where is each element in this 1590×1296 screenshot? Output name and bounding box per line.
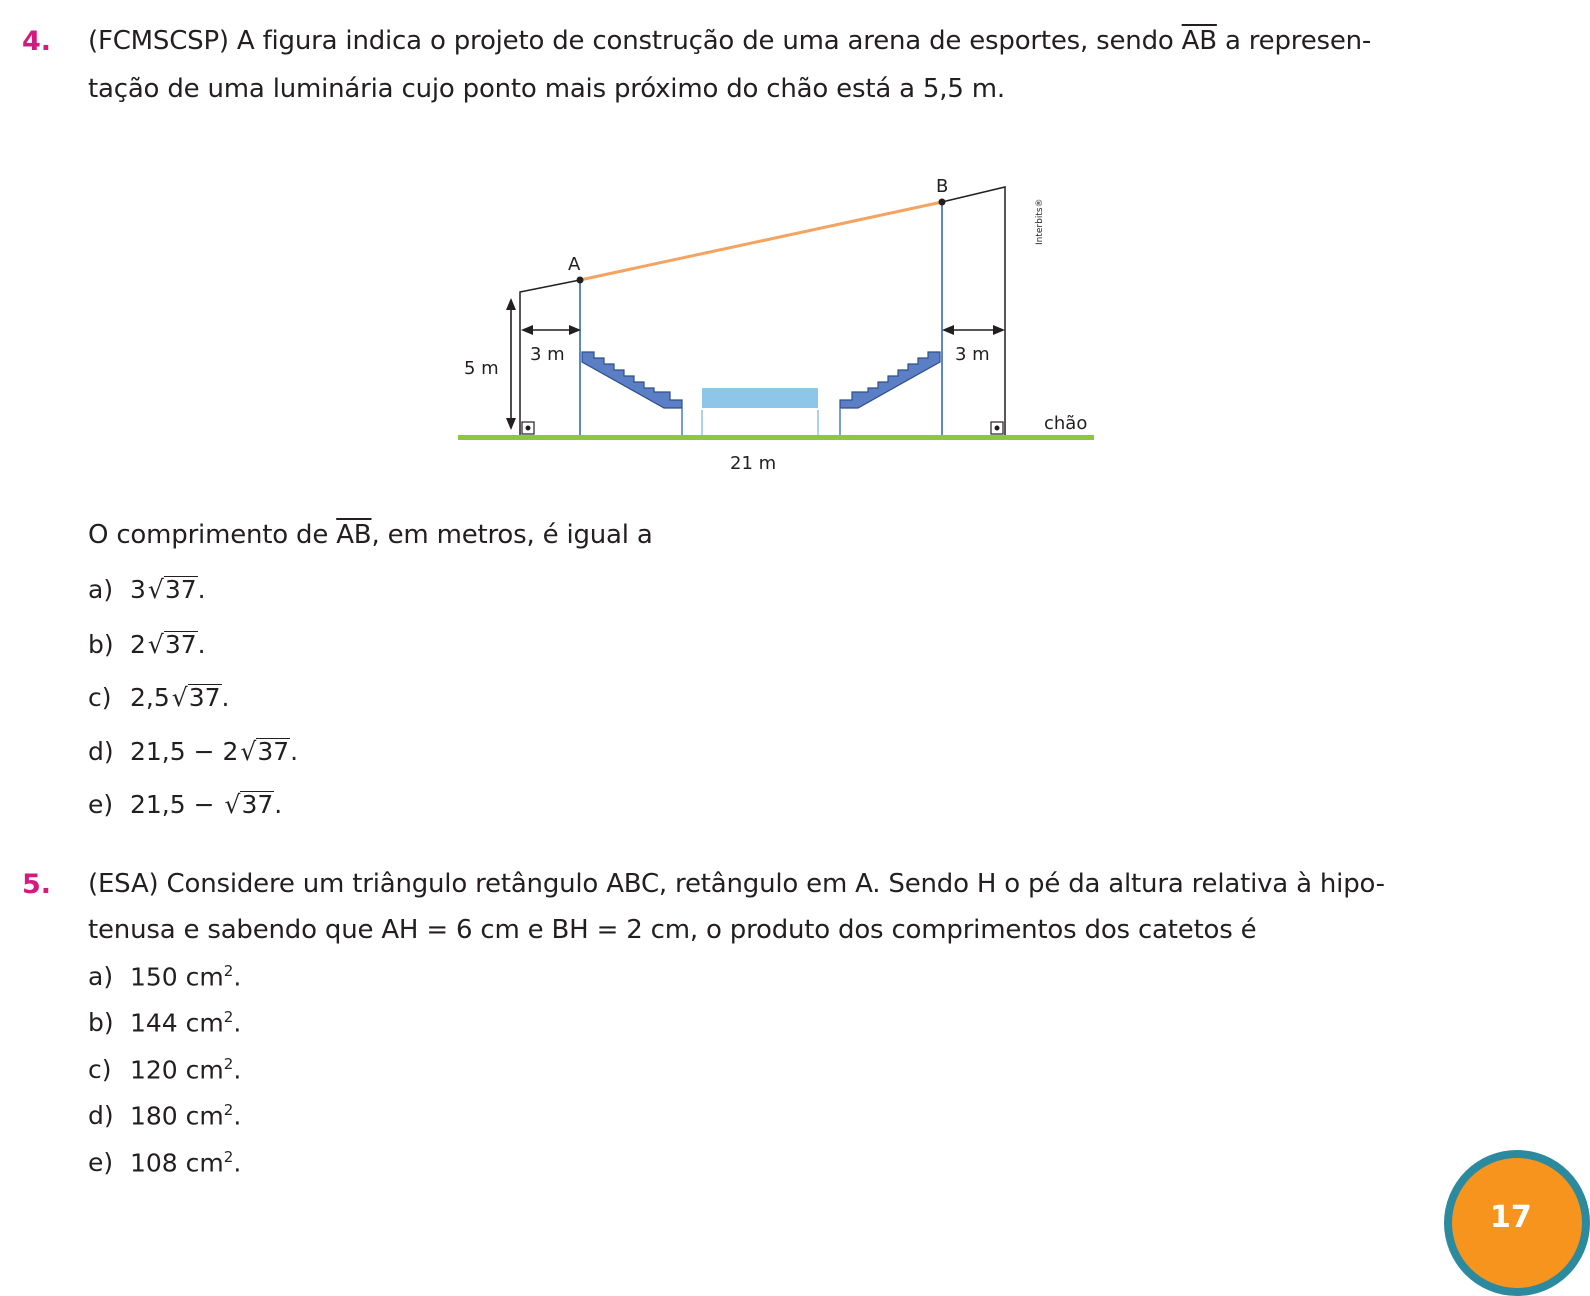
left-stands [582, 352, 682, 408]
left-arrow-head-l [521, 325, 533, 335]
label-b: B [936, 176, 949, 197]
q4-prompt-end: , em metros, é igual a [371, 520, 653, 550]
page-number: 17 [1490, 1200, 1532, 1235]
option-period: . [290, 737, 299, 766]
ground-line [458, 435, 1094, 440]
label-3m-right: 3 m [955, 344, 990, 365]
label-5m: 5 m [464, 358, 499, 379]
question-4-line-2: tação de uma luminária cujo ponto mais próximo do chão está a 5,5 m. [88, 74, 1005, 104]
q5-option-a[interactable]: a) 150 $cm^2$. [88, 962, 242, 992]
option-unit: cm [185, 1101, 224, 1131]
q4-line1-text: (FCMSCSP) A figura indica o projeto de construção de uma arena de esportes, sendo [88, 26, 1182, 56]
q5-option-b[interactable]: b) 144 $cm^2$. [88, 1008, 242, 1038]
q5-option-d[interactable]: d) 180 $cm^2$. [88, 1101, 242, 1131]
option-coef: 2 [130, 630, 146, 659]
option-label: c) [88, 1055, 112, 1085]
option-exponent: 2 [223, 962, 234, 980]
label-chao: chão [1044, 413, 1088, 434]
option-period: . [274, 790, 283, 819]
option-label: d) [88, 737, 114, 766]
arena-figure [450, 170, 1110, 480]
height-arrow-top [506, 298, 516, 310]
right-angle-right-dot [995, 426, 1000, 431]
label-3m-left: 3 m [530, 344, 565, 365]
point-a [577, 277, 584, 284]
sqrt-icon: √ [171, 683, 188, 712]
sqrt-icon: √ [224, 790, 241, 819]
q5-option-c[interactable]: c) 120 $cm^2$. [88, 1055, 242, 1085]
option-period: . [221, 683, 230, 712]
option-unit: cm [185, 1008, 224, 1038]
segment-ab-2: $\overline{AB}$ [336, 520, 372, 550]
credit-text: Interbits® [1035, 198, 1045, 245]
option-value: 180 [130, 1101, 178, 1131]
option-radicand: 37 [241, 790, 274, 819]
option-unit: cm [185, 962, 224, 992]
option-coef: 21,5 − 2 [130, 737, 239, 766]
option-exponent: 2 [223, 1055, 234, 1073]
q4-prompt-text: O comprimento de [88, 520, 337, 550]
sqrt-icon: √ [240, 737, 257, 766]
sqrt-icon: √ [147, 630, 164, 659]
height-arrow-bottom [506, 418, 516, 430]
q4-option-e[interactable] [88, 790, 282, 819]
q4-option-d[interactable] [88, 737, 298, 766]
option-value: 120 [130, 1055, 178, 1085]
right-stands [840, 352, 940, 408]
option-value: 144 [130, 1008, 178, 1038]
option-radicand: 37 [188, 683, 221, 712]
option-label: e) [88, 1148, 114, 1178]
option-label: b) [88, 1008, 114, 1038]
option-radicand: 37 [164, 575, 197, 604]
option-exponent: 2 [223, 1008, 234, 1026]
option-unit: cm [185, 1055, 224, 1085]
court [702, 388, 818, 408]
option-coef: 2,5 [130, 683, 170, 712]
q4-option-b[interactable] [88, 630, 206, 659]
option-exponent: 2 [223, 1101, 234, 1119]
question-4-number: 4. [22, 26, 52, 57]
question-5-line-1: (ESA) Considere um triângulo retângulo ABC, retângulo em A. Sendo H o pé da altura relativa à hipo- [88, 869, 1385, 899]
option-label: b) [88, 630, 114, 659]
option-label: a) [88, 962, 114, 992]
question-5-number: 5. [22, 869, 52, 900]
option-period: . [197, 575, 206, 604]
q4-line1-end: a represen- [1216, 26, 1372, 56]
option-label: d) [88, 1101, 114, 1131]
right-wall [942, 187, 1005, 435]
label-a: A [568, 254, 581, 275]
question-4-line-1 [88, 26, 1371, 56]
option-label: a) [88, 575, 114, 604]
option-radicand: 37 [257, 737, 290, 766]
question-4-prompt [88, 520, 653, 550]
option-value: 108 [130, 1148, 178, 1178]
right-angle-left-dot [526, 426, 531, 431]
option-value: 150 [130, 962, 178, 992]
segment-ab: $\overline{AB}$ [1181, 26, 1217, 56]
option-period: . [197, 630, 206, 659]
lamp-ab [580, 202, 942, 280]
option-coef: 3 [130, 575, 146, 604]
option-label: e) [88, 790, 114, 819]
option-radicand: 37 [164, 630, 197, 659]
option-label: c) [88, 683, 112, 712]
point-b [939, 199, 946, 206]
q4-option-a[interactable] [88, 575, 206, 604]
option-exponent: 2 [223, 1148, 234, 1166]
option-unit: cm [185, 1148, 224, 1178]
label-21m: 21 m [730, 453, 777, 474]
option-coef: 21,5 − [130, 790, 223, 819]
right-arrow-head-l [942, 325, 954, 335]
q4-option-c[interactable] [88, 683, 229, 712]
q5-option-e[interactable]: e) 108 $cm^2$. [88, 1148, 242, 1178]
question-5-line-2: tenusa e sabendo que AH = 6 cm e BH = 2 cm, o produto dos comprimentos dos catetos é [88, 915, 1257, 945]
sqrt-icon: √ [147, 575, 164, 604]
right-arrow-head-r [993, 325, 1005, 335]
